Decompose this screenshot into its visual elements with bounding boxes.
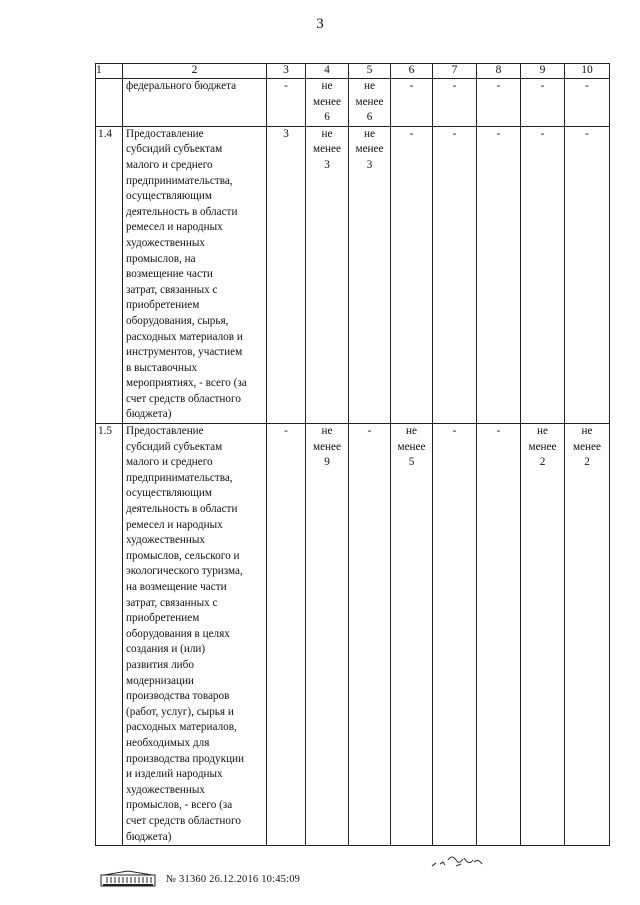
value-cell [433, 79, 477, 127]
value-cell [477, 424, 521, 846]
column-number: 6 [391, 64, 433, 79]
description-line: приобретением [126, 299, 200, 312]
value-text: 9 [324, 456, 330, 469]
value-text: - [585, 127, 589, 140]
column-number: 2 [123, 64, 267, 79]
indicators-table [95, 63, 610, 846]
description-line: развития либо [126, 658, 194, 671]
table-row [96, 79, 610, 127]
value-cell [267, 126, 306, 423]
value-text: - [409, 80, 414, 92]
description-line: бюджета) [126, 408, 172, 421]
value-cell [521, 424, 565, 846]
description-line: малого и среднего [126, 158, 213, 171]
description-line: Предоставление [126, 127, 204, 140]
column-number-row [96, 64, 610, 79]
row-number: 1.4 [96, 126, 123, 423]
value-text: не [321, 425, 333, 438]
description-line: и изделий народных [126, 768, 223, 781]
description-line: затрат, связанных с [126, 283, 218, 296]
registry-stamp-icon [100, 870, 156, 888]
description-line: счет средств областного [126, 392, 241, 405]
value-text: не [581, 425, 593, 438]
description-line: ремесел и народных [126, 518, 223, 531]
description-line: мероприятиях, - всего (за [126, 377, 247, 390]
value-cell [477, 126, 521, 423]
value-cell [391, 79, 433, 127]
value-cell [477, 79, 521, 127]
description-line: затрат, связанных с [126, 596, 218, 609]
value-text: 6 [366, 111, 373, 124]
column-number: 7 [433, 64, 477, 79]
description-line: субсидий субъектам [126, 440, 223, 453]
value-text: 2 [584, 456, 590, 469]
value-text: - [284, 425, 288, 438]
value-cell [521, 126, 565, 423]
description-line: художественных [126, 783, 206, 796]
value-text: - [367, 425, 372, 438]
description-line: создания и (или) [126, 643, 206, 656]
value-text: - [409, 127, 414, 140]
description-line: (работ, услуг), сырья и [126, 705, 234, 718]
description-line: на возмещение части [126, 581, 227, 593]
description-line: необходимых для [126, 736, 210, 749]
value-text: 3 [283, 127, 289, 140]
value-text: - [540, 80, 545, 92]
description-line: осуществляющим [126, 487, 212, 500]
value-cell [521, 79, 565, 127]
registration-reference: № 31360 26.12.2016 10:45:09 [166, 873, 301, 885]
row-number [96, 79, 123, 127]
value-text: - [585, 80, 589, 92]
table-row [96, 126, 610, 423]
description-line: в выставочных [126, 361, 198, 374]
value-text: - [496, 80, 501, 92]
value-cell [391, 126, 433, 423]
value-text: - [284, 80, 288, 92]
value-text: - [452, 425, 457, 438]
description-line: Предоставление [126, 425, 204, 438]
description-line: промыслов, - всего (за [126, 799, 233, 812]
description-line: расходных материалов, [126, 721, 237, 734]
description-line: промыслов, сельского и [126, 549, 240, 562]
value-text: не [537, 425, 548, 438]
description-line: осуществляющим [126, 190, 212, 203]
description-line: возмещение части [126, 268, 213, 281]
column-number: 3 [267, 64, 306, 79]
value-text: не [321, 127, 333, 140]
value-text: - [452, 127, 457, 140]
value-text: 2 [539, 456, 546, 469]
column-number: 8 [477, 64, 521, 79]
row-number: 1.5 [96, 424, 123, 846]
table-row [96, 424, 610, 846]
description-line: предпринимательства, [126, 471, 233, 484]
column-number: 9 [521, 64, 565, 79]
description-line: малого и среднего [126, 456, 213, 469]
value-text: 3 [366, 158, 373, 171]
value-text: - [452, 80, 457, 92]
description-line: оборудования, сырья, [126, 314, 229, 327]
value-text: менее [313, 95, 341, 108]
value-text: менее [573, 440, 601, 453]
value-text: - [496, 127, 501, 140]
row-description [123, 79, 267, 127]
description-line: оборудования в целях [126, 627, 230, 640]
description-line: модернизации [126, 674, 194, 687]
value-text: менее [355, 143, 384, 156]
value-text: не [406, 425, 417, 438]
value-text: не [364, 80, 375, 92]
value-cell [306, 126, 349, 423]
value-text: - [540, 127, 545, 140]
value-cell [565, 126, 610, 423]
description-line: приобретением [126, 612, 200, 625]
value-text: не [321, 80, 333, 92]
value-text: - [496, 425, 501, 438]
description-line: художественных [126, 534, 206, 547]
column-number: 4 [306, 64, 349, 79]
description-line: расходных материалов и [126, 330, 243, 343]
column-number: 5 [349, 64, 391, 79]
description-line: предпринимательства, [126, 174, 233, 187]
value-cell [349, 126, 391, 423]
description-line: экологического туризма, [126, 565, 243, 578]
description-line: художественных [126, 236, 206, 249]
description-line: бюджета) [126, 830, 172, 843]
description-line: деятельность в области [126, 503, 238, 516]
value-cell [565, 424, 610, 846]
column-number: 10 [565, 64, 610, 79]
description-line: промыслов, на [126, 252, 196, 265]
description-line: счет средств областного [126, 814, 241, 827]
value-text: 6 [324, 111, 330, 124]
description-line: субсидий субъектам [126, 143, 223, 156]
value-text: менее [355, 95, 384, 108]
description-line: федерального бюджета [126, 80, 237, 92]
column-number: 1 [96, 64, 123, 79]
value-cell [349, 79, 391, 127]
value-cell [391, 424, 433, 846]
value-text: не [364, 127, 375, 140]
value-cell [306, 424, 349, 846]
value-text: менее [397, 440, 426, 453]
description-line: производства товаров [126, 690, 230, 703]
value-text: менее [313, 143, 341, 156]
value-cell [565, 79, 610, 127]
description-line: ремесел и народных [126, 221, 223, 234]
value-cell [433, 424, 477, 846]
value-text: менее [313, 440, 341, 453]
value-cell [433, 126, 477, 423]
row-description [123, 126, 267, 423]
page-number: 3 [316, 16, 324, 32]
scribble-mark-icon [428, 850, 492, 872]
value-cell [267, 79, 306, 127]
value-cell [306, 79, 349, 127]
row-description [123, 424, 267, 846]
value-text: менее [528, 440, 557, 453]
value-cell [267, 424, 306, 846]
value-text: 5 [408, 456, 415, 469]
description-line: инструментов, участием [126, 346, 243, 359]
document-footer [100, 869, 300, 889]
description-line: производства продукции [126, 752, 245, 765]
description-line: деятельность в области [126, 205, 238, 218]
value-text: 3 [324, 158, 330, 171]
value-cell [349, 424, 391, 846]
